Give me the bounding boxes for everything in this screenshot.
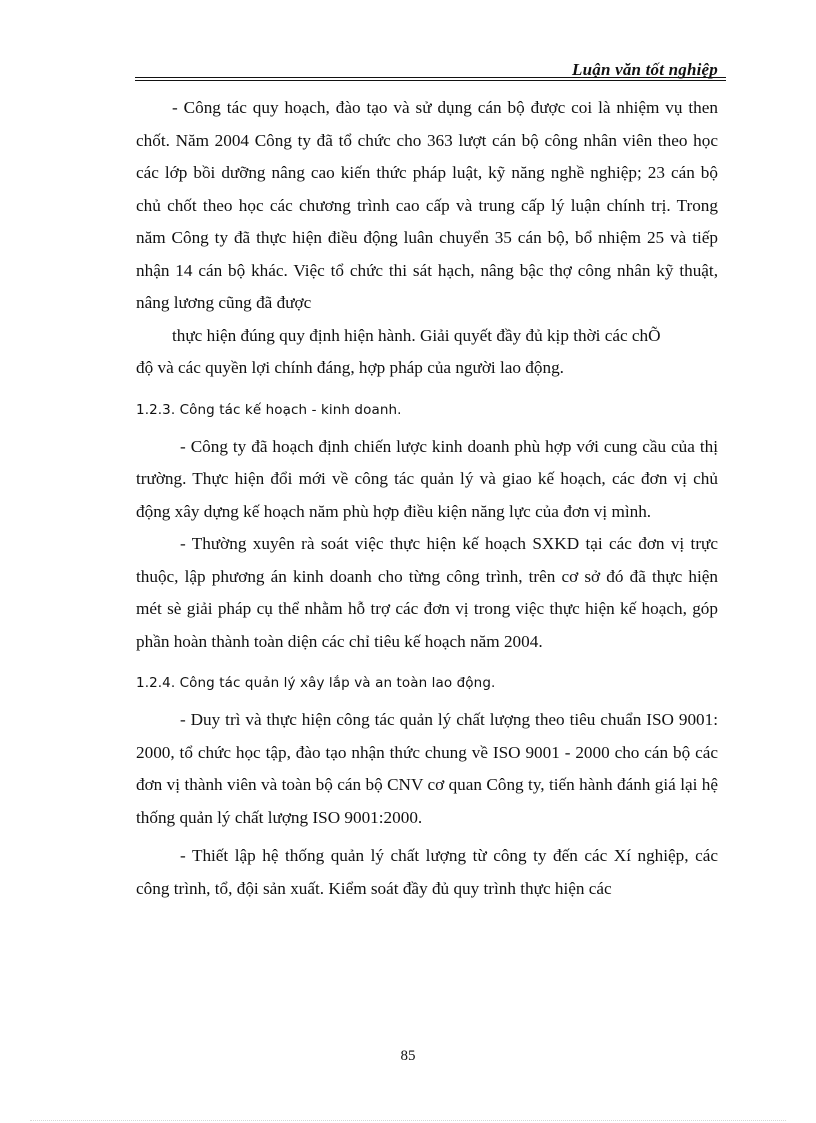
paragraph-staff-training: - Công tác quy hoạch, đào tạo và sử dụng cán bộ được coi là nhiệm vụ then chốt. Năm 2004 Công ty đã tổ chức cho 363 lượt cán bộ công nhân viên theo học các lớp bồi dưỡng nâng cao kiến thức pháp luật, kỹ năng nghề nghiệp; 23 cán bộ chủ chốt theo học các chương trình cao cấp và trung cấp lý luận chính trị. Trong năm Công ty đã thực hiện điều động luân chuyển 35 cán bộ, bổ nhiệm 25 và tiếp nhận 14 cán bộ khác. Việc tổ chức thi sát hạch, nâng bậc thợ công nhân kỹ thuật, nâng lương cũng đã được <box>136 98 718 312</box>
paragraph-line: độ và các quyền lợi chính đáng, hợp pháp của người lao động. <box>136 358 564 377</box>
page-header <box>135 60 726 82</box>
page-number: 85 <box>400 1048 416 1064</box>
header-title: Luận văn tốt nghiệp <box>572 60 718 79</box>
page-bottom-divider <box>30 1120 786 1121</box>
header-rule-thin <box>135 80 726 81</box>
paragraph-plan-review: - Thường xuyên rà soát việc thực hiện kế hoạch SXKD tại các đơn vị trực thuộc, lập phương án kinh doanh cho từng công trình, trên cơ sở đó đã thực hiện mét sè giải pháp cụ thể nhằm hỗ trợ các đơn vị trong việc thực hiện kế hoạch, góp phần hoàn thành toàn diện các chỉ tiêu kế hoạch năm 2004. <box>136 534 718 651</box>
section-heading-1-2-3: 1.2.3. Công tác kế hoạch - kinh doanh. <box>136 401 402 418</box>
paragraph-iso-quality: - Duy trì và thực hiện công tác quản lý chất lượng theo tiêu chuẩn ISO 9001: 2000, tổ chức học tập, đào tạo nhận thức chung về ISO 9001 - 2000 cho cán bộ các đơn vị thành viên và toàn bộ cán bộ CNV cơ quan Công ty, tiến hành đánh giá lại hệ thống quản lý chất lượng ISO 9001:2000. <box>136 710 718 827</box>
header-rule-thick <box>135 77 726 78</box>
paragraph-line: thực hiện đúng quy định hiện hành. Giải quyết đầy đủ kịp thời các chÕ <box>172 325 661 345</box>
paragraph-business-strategy: - Công ty đã hoạch định chiến lược kinh doanh phù hợp với cung cầu của thị trường. Thực hiện đổi mới về công tác quản lý và giao kế hoạch, các đơn vị chủ động xây dựng kế hoạch năm phù hợp điều kiện năng lực của đơn vị mình. <box>136 436 718 521</box>
paragraph-quality-system: - Thiết lập hệ thống quản lý chất lượng từ công ty đến các Xí nghiệp, các công trình, tổ, đội sản xuất. Kiểm soát đầy đủ quy trình thực hiện các <box>136 846 718 898</box>
section-heading-1-2-4: 1.2.4. Công tác quản lý xây lắp và an toàn lao động. <box>136 675 496 691</box>
document-body <box>136 92 718 905</box>
paragraph-labor-policy <box>136 320 718 385</box>
